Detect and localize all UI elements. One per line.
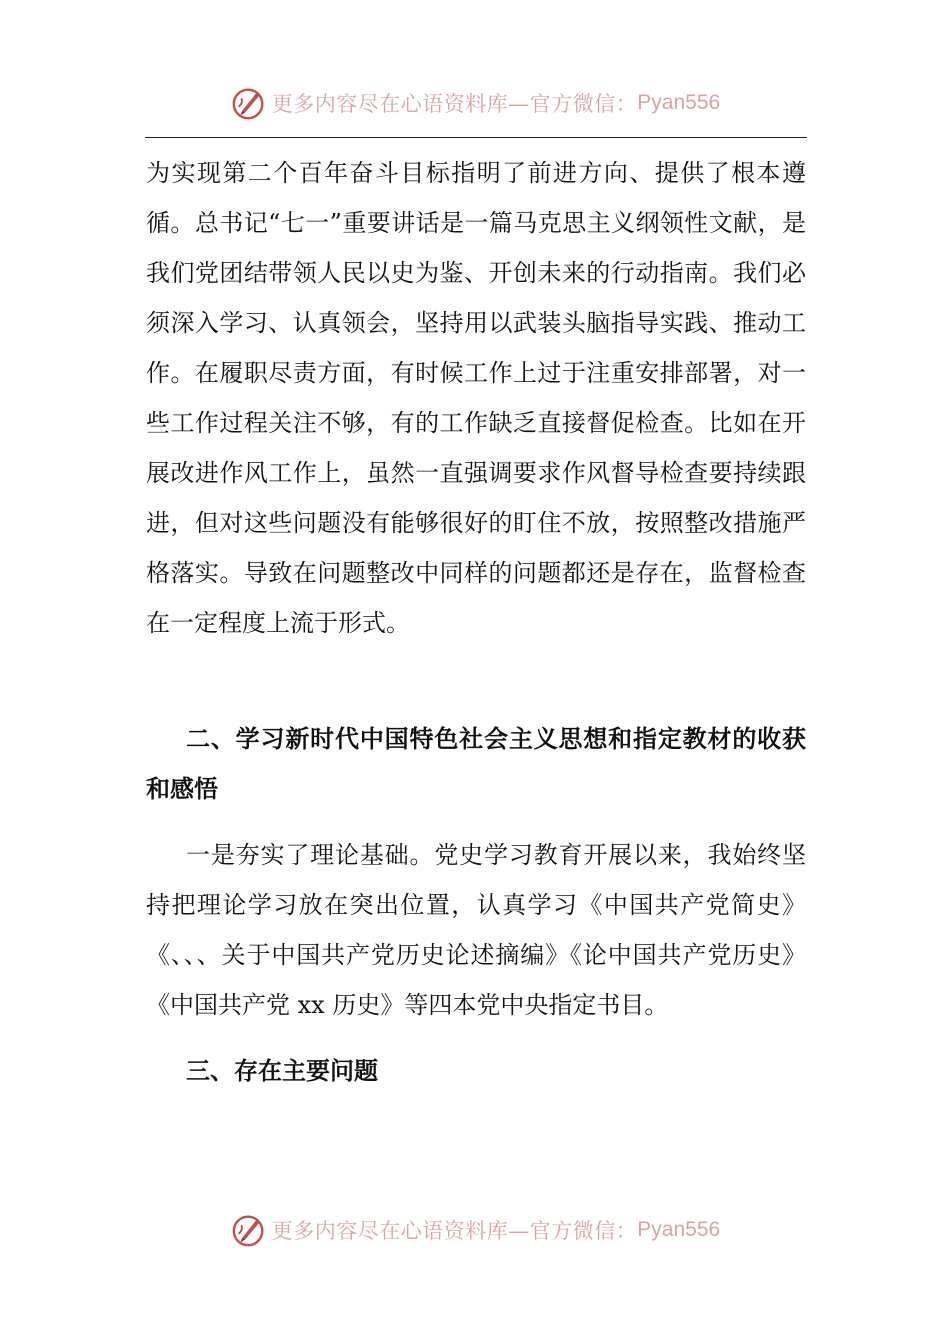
body-paragraph-2: 一是夯实了理论基础。党史学习教育开展以来，我始终坚持把理论学习放在突出位置，认真学习《中国共产党简史》《、、、关于中国共产党历史论述摘编》《论中国共产党历史》《中国共产党 xx 历史》等四本党中央指定书目。 (146, 841, 806, 1019)
watermark-text: 更多内容尽在心语资料库—官方微信： (271, 92, 638, 116)
footer-watermark (0, 1205, 950, 1255)
header-divider (145, 137, 807, 138)
watermark-id: Pyan556 (637, 91, 721, 114)
section-heading-2: 二、学习新时代中国特色社会主义思想和指定教材的收获和感悟 (146, 725, 806, 803)
pen-logo-icon (230, 84, 268, 122)
watermark-text: 更多内容尽在心语资料库—官方微信： (271, 1219, 638, 1243)
watermark-id: Pyan556 (637, 1218, 721, 1241)
body-paragraph-1: 为实现第二个百年奋斗目标指明了前进方向、提供了根本遵循。总书记“七一”重要讲话是一篇马克思主义纲领性文献，是我们党团结带领人民以史为鉴、开创未来的行动指南。我们必须深入学习、认真领会，坚持用以武装头脑指导实践、推动工作。在履职尽责方面，有时候工作上过于注重安排部署，对一些工作过程关注不够，有的工作缺乏直接督促检查。比如在开展改进作风工作上，虽然一直强调要求作风督导检查要持续跟进，但对这些问题没有能够很好的盯住不放，按照整改措施严格落实。导致在问题整改中同样的问题都还是存在，监督检查在一定程度上流于形式。 (146, 159, 806, 637)
pen-logo-icon (230, 1211, 268, 1249)
header-watermark (0, 78, 950, 128)
section-heading-3: 三、存在主要问题 (186, 1057, 378, 1085)
